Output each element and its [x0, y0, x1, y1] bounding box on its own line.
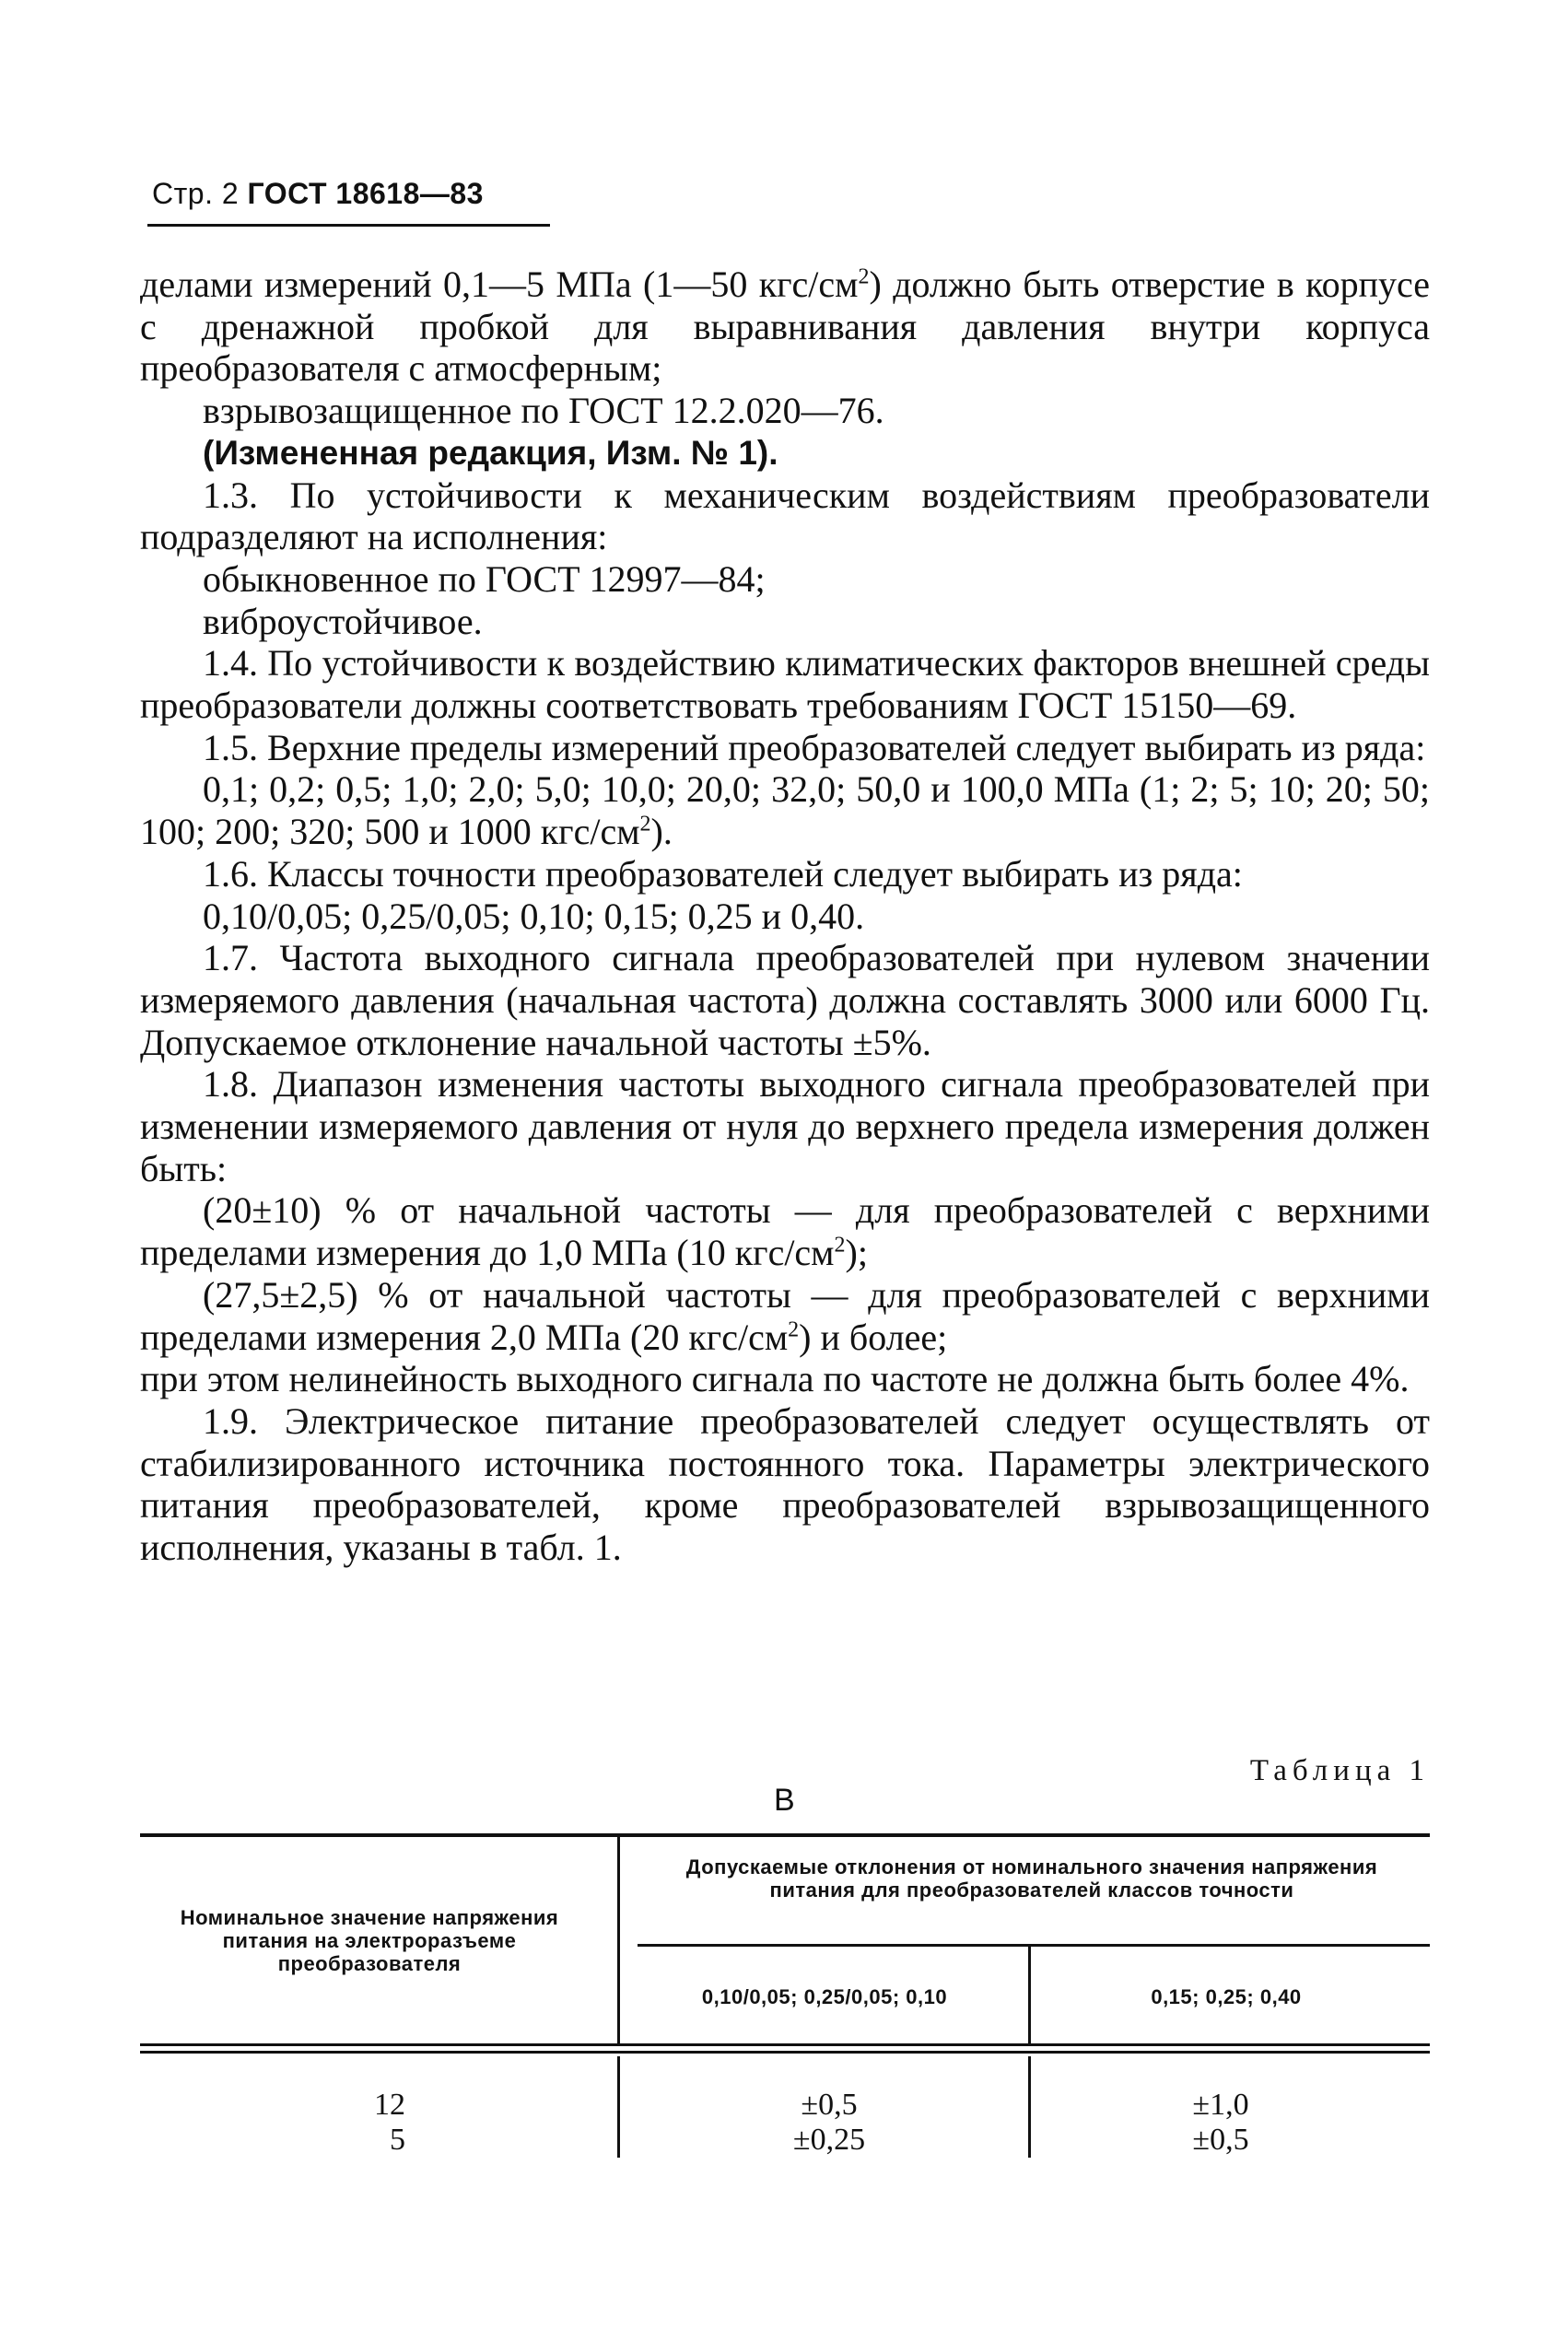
paragraph: (27,5±2,5) % от начальной частоты — для преобразователей с верхними пределами измерения 2,0 МПа (20 кгс/$см^2$) и более; [140, 1273, 1430, 1358]
paragraph: 1.4. По устойчивости к воздействию климатических факторов внешней среды преобразователи должны соответствовать требованиям ГОСТ 15150—69. [140, 642, 1430, 727]
table-letter: B [774, 1783, 795, 1818]
table-cell-deviation: ±0,5 [1192, 2123, 1249, 2157]
table-header-rule [140, 2043, 1430, 2046]
column-header-classes-a: 0,10/0,05; 0,25/0,05; 0,10 [701, 1985, 948, 2008]
paragraph: 1.6. Классы точности преобразователей следует выбирать из ряда: [203, 852, 1243, 895]
table-group-rule [638, 1944, 1430, 1947]
paragraph: 1.8. Диапазон изменения частоты выходного сигнала преобразователей при изменении измеряемого давления от нуля до верхнего предела измерения должен быть: [140, 1063, 1430, 1189]
paragraph: (20±10) % от начальной частоты — для преобразователей с верхними пределами измерения до 1,0 МПа (10 кгс/$см^2$); [140, 1189, 1430, 1274]
table-cell-deviation: ±0,25 [792, 2123, 866, 2157]
paragraph: 1.9. Электрическое питание преобразователей следует осуществлять от стабилизированного источника постоянного тока. Параметры электрического питания преобразователей, кроме преобразователей взрывозащищенного исполнения, указаны в табл. 1. [140, 1399, 1430, 1569]
standard-code: ГОСТ 18618—83 [247, 177, 484, 210]
table-cell-deviation: ±1,0 [1192, 2088, 1249, 2122]
amendment-note: (Измененная редакция, Изм. № 1). [203, 433, 778, 472]
paragraph: при этом нелинейность выходного сигнала по частоте не должна быть более 4%. [140, 1358, 1410, 1400]
paragraph: взрывозащищенное по ГОСТ 12.2.020—76. [203, 390, 884, 432]
table-divider [617, 2056, 620, 2158]
page-number: Стр. 2 [152, 177, 240, 210]
column-header-nominal: Номинальное значение напряжения питания на электроразъеме преобразователя [180, 1906, 559, 1975]
table-divider [1028, 2056, 1031, 2158]
group-header-deviations: Допускаемые отклонения от номинального значения напряжения питания для преобразователей классов точности [685, 1855, 1378, 1902]
table-header-rule [140, 2051, 1430, 2054]
paragraph: 0,10/0,05; 0,25/0,05; 0,10; 0,15; 0,25 и 0,40. [203, 895, 865, 937]
paragraph: 0,1; 0,2; 0,5; 1,0; 2,0; 5,0; 10,0; 20,0; 32,0; 50,0 и 100,0 МПа (1; 2; 5; 10; 20; 50; 100; 200; 320; 500 и 1000 кгс/$см^2$). [140, 768, 1430, 853]
paragraph: виброустойчивое. [203, 600, 483, 642]
paragraph: 1.5. Верхние пределы измерений преобразователей следует выбирать из ряда: [203, 726, 1426, 768]
table-divider [617, 1837, 620, 2043]
table-divider [1028, 1947, 1031, 2043]
paragraph: делами измерений 0,1—5 МПа (1—50 кгс/$см^2$) должно быть отверстие в корпусе с дренажной пробкой для выравнивания давления внутри корпуса преобразователя с атмосферным; [140, 263, 1430, 390]
table-top-rule [140, 1833, 1430, 1837]
paragraph: обыкновенное по ГОСТ 12997—84; [203, 557, 766, 600]
paragraph: 1.3. По устойчивости к механическим воздействиям преобразователи подразделяют на исполнения: [140, 474, 1430, 558]
table-cell-nominal: 5 [390, 2123, 405, 2157]
table-caption: Таблица 1 [1249, 1754, 1430, 1787]
column-header-classes-b: 0,15; 0,25; 0,40 [1151, 1985, 1302, 2008]
table-cell-nominal: 12 [374, 2088, 405, 2122]
paragraph: 1.7. Частота выходного сигнала преобразователей при нулевом значении измеряемого давления (начальная частота) должна составлять 3000 или 6000 Гц. Допускаемое отклонение начальной частоты ±5%. [140, 937, 1430, 1063]
table-cell-deviation: ±0,5 [801, 2088, 858, 2122]
